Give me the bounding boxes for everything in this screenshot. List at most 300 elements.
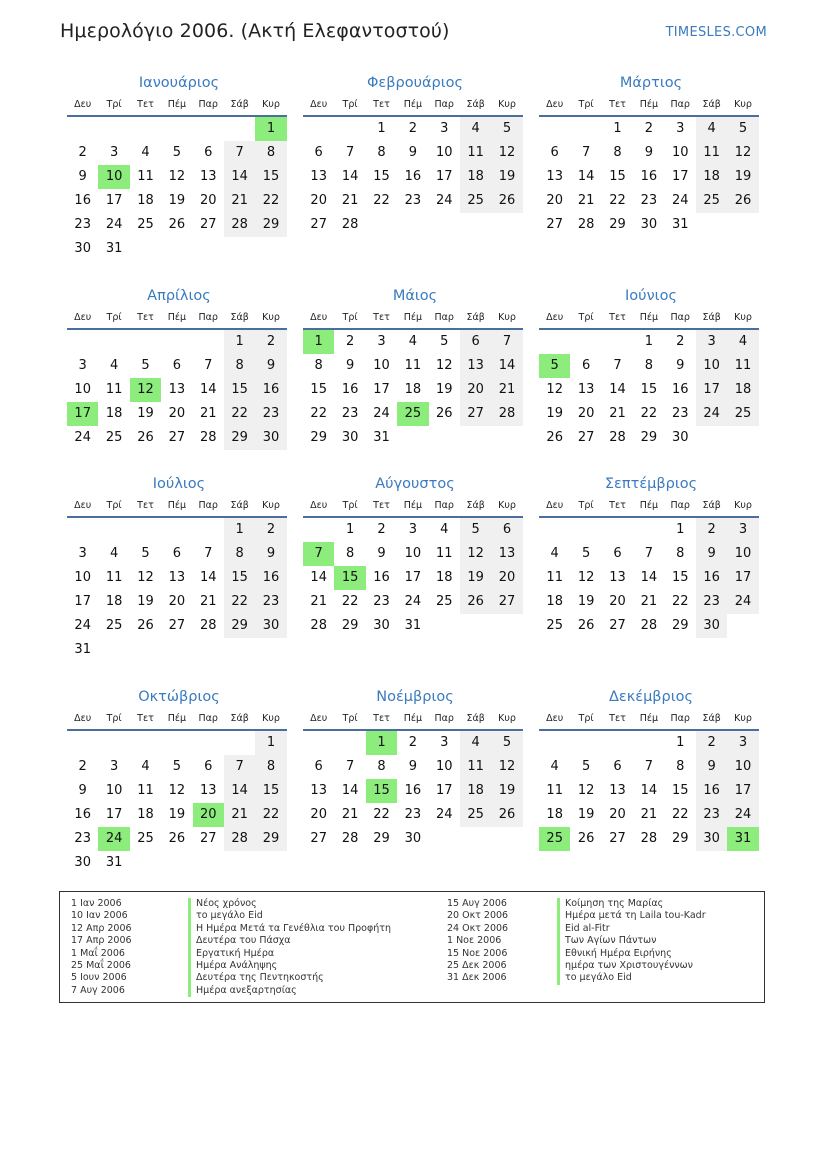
weekend-day-cell: 23 xyxy=(255,590,286,614)
weekend-day-cell: 22 xyxy=(255,803,286,827)
week-row xyxy=(67,165,287,189)
empty-day-cell xyxy=(161,117,192,141)
empty-day-cell xyxy=(67,731,98,755)
day-cell: 27 xyxy=(546,217,563,232)
holiday-day-cell: 25 xyxy=(397,402,428,426)
day-cell: 2 xyxy=(676,334,685,349)
day-cell: 19 xyxy=(577,807,595,822)
legend-dates-left xyxy=(71,898,132,997)
weekend-day-cell: 11 xyxy=(460,755,491,779)
weekday-label: Κυρ xyxy=(498,713,516,724)
weekday-label: Παρ xyxy=(670,312,690,323)
month-block xyxy=(303,472,523,638)
weekday-label: Τρί xyxy=(106,713,122,724)
month-block xyxy=(67,71,287,261)
week-row xyxy=(539,213,759,237)
week-row xyxy=(303,354,523,378)
day-cell: 2 xyxy=(345,334,355,349)
empty-day-cell xyxy=(130,851,161,875)
weekday-header xyxy=(539,496,759,518)
legend-date: 12 Απρ 2006 xyxy=(71,922,132,934)
day-cell: 31 xyxy=(105,855,123,870)
day-cell: 8 xyxy=(314,358,323,373)
empty-day-cell xyxy=(727,213,758,237)
day-cell: 3 xyxy=(440,735,449,750)
week-row xyxy=(539,755,759,779)
day-cell: 28 xyxy=(310,618,327,633)
day-cell: 7 xyxy=(345,759,355,774)
empty-day-cell xyxy=(98,731,129,755)
day-cell: 25 xyxy=(137,217,154,232)
week-row xyxy=(67,779,287,803)
legend-holiday-name: το μεγάλο Eid xyxy=(188,910,391,922)
day-cell: 19 xyxy=(168,807,186,822)
day-cell: 29 xyxy=(640,430,658,445)
weekday-header xyxy=(303,308,523,330)
day-cell: 1 xyxy=(345,522,355,537)
weekday-label: Παρ xyxy=(198,99,218,110)
day-cell: 17 xyxy=(105,193,123,208)
day-cell: 5 xyxy=(581,546,591,561)
day-cell: 12 xyxy=(168,783,186,798)
week-row xyxy=(67,827,287,851)
day-cell: 3 xyxy=(676,121,685,136)
day-cell: 15 xyxy=(609,169,626,184)
day-cell: 14 xyxy=(640,783,658,798)
weekend-day-cell: 30 xyxy=(696,827,727,851)
weekend-day-cell: 9 xyxy=(696,755,727,779)
empty-day-cell xyxy=(633,518,664,542)
day-cell: 10 xyxy=(74,570,91,585)
legend-date: 1 Νοε 2006 xyxy=(447,935,502,947)
empty-day-cell xyxy=(570,117,601,141)
week-row xyxy=(67,378,287,402)
week-row xyxy=(539,117,759,141)
weekend-day-cell: 25 xyxy=(460,803,491,827)
weekend-day-cell: 29 xyxy=(224,426,255,450)
weekday-label: Παρ xyxy=(670,713,690,724)
day-cell: 18 xyxy=(105,594,123,609)
day-cell: 5 xyxy=(581,759,591,774)
week-row xyxy=(303,378,523,402)
day-cell: 23 xyxy=(404,807,422,822)
weekend-day-cell: 29 xyxy=(224,614,255,638)
day-cell: 10 xyxy=(74,382,91,397)
legend-date: 15 Νοε 2006 xyxy=(447,947,508,959)
day-cell: 28 xyxy=(640,618,658,633)
day-cell: 20 xyxy=(310,807,327,822)
weekend-day-cell: 2 xyxy=(255,518,286,542)
day-cell: 18 xyxy=(546,594,563,609)
weekday-header xyxy=(67,496,287,518)
weekend-day-cell: 22 xyxy=(255,189,286,213)
weekend-day-cell: 1 xyxy=(255,731,286,755)
empty-day-cell xyxy=(224,638,255,662)
day-cell: 21 xyxy=(577,193,595,208)
day-cell: 27 xyxy=(168,430,186,445)
day-cell: 6 xyxy=(204,145,213,160)
weekend-day-cell: 15 xyxy=(224,378,255,402)
day-cell: 19 xyxy=(168,193,186,208)
week-row xyxy=(67,803,287,827)
day-cell: 7 xyxy=(581,145,591,160)
weekday-label: Κυρ xyxy=(498,99,516,110)
day-cell: 20 xyxy=(168,406,186,421)
week-row xyxy=(67,518,287,542)
day-cell: 3 xyxy=(109,759,119,774)
day-cell: 4 xyxy=(141,145,150,160)
week-row xyxy=(303,165,523,189)
weekday-label: Τρί xyxy=(342,713,358,724)
day-cell: 26 xyxy=(168,217,186,232)
weekday-label: Δευ xyxy=(74,312,92,323)
day-cell: 3 xyxy=(377,334,386,349)
week-row xyxy=(539,402,759,426)
day-cell: 13 xyxy=(577,382,595,397)
day-cell: 6 xyxy=(172,358,181,373)
day-cell: 2 xyxy=(377,522,386,537)
weekend-day-cell: 7 xyxy=(224,755,255,779)
weekend-day-cell: 9 xyxy=(255,542,286,566)
day-cell: 23 xyxy=(640,193,658,208)
legend-holiday-name: το μεγάλο Eid xyxy=(557,972,706,984)
weekend-day-cell: 24 xyxy=(727,803,758,827)
weekend-day-cell: 8 xyxy=(255,755,286,779)
day-cell: 22 xyxy=(310,406,327,421)
week-row xyxy=(303,803,523,827)
day-cell: 21 xyxy=(609,406,626,421)
week-row xyxy=(67,354,287,378)
weekend-day-cell: 8 xyxy=(255,141,286,165)
weekend-day-cell: 1 xyxy=(224,518,255,542)
day-cell: 9 xyxy=(676,358,685,373)
weekday-label: Δευ xyxy=(310,99,328,110)
day-cell: 23 xyxy=(74,831,91,846)
weekend-day-cell: 10 xyxy=(727,755,758,779)
empty-day-cell xyxy=(255,851,286,875)
legend-date: 24 Οκτ 2006 xyxy=(447,922,509,934)
day-cell: 5 xyxy=(440,334,449,349)
week-row xyxy=(67,213,287,237)
weekday-label: Σάβ xyxy=(230,500,249,511)
day-cell: 24 xyxy=(74,430,91,445)
day-cell: 4 xyxy=(141,759,150,774)
day-cell: 7 xyxy=(204,546,213,561)
weekday-header xyxy=(67,709,287,731)
weekday-label: Πέμ xyxy=(403,99,423,110)
empty-day-cell xyxy=(130,638,161,662)
legend-date: 1 Ιαν 2006 xyxy=(71,898,122,909)
day-cell: 20 xyxy=(199,193,217,208)
weekday-label: Τετ xyxy=(137,713,154,724)
day-cell: 4 xyxy=(408,334,417,349)
weekday-label: Σάβ xyxy=(702,99,721,110)
day-cell: 1 xyxy=(676,735,685,750)
weekend-day-cell: 19 xyxy=(491,165,522,189)
day-cell: 5 xyxy=(172,759,181,774)
month-name: Απρίλιος xyxy=(147,288,211,304)
weekday-label: Παρ xyxy=(434,99,454,110)
empty-day-cell xyxy=(130,330,161,354)
legend-dates-right xyxy=(447,898,508,985)
day-cell: 13 xyxy=(199,783,217,798)
day-cell: 12 xyxy=(137,570,154,585)
day-cell: 8 xyxy=(613,145,622,160)
weekday-label: Σάβ xyxy=(466,99,485,110)
weekday-label: Τετ xyxy=(609,713,626,724)
month-name: Ιούνιος xyxy=(625,288,677,304)
empty-day-cell xyxy=(491,827,522,851)
holiday-day-cell: 25 xyxy=(539,827,570,851)
week-row xyxy=(303,779,523,803)
day-cell: 18 xyxy=(137,807,154,822)
weekend-day-cell: 2 xyxy=(696,731,727,755)
week-row xyxy=(67,402,287,426)
weekend-day-cell: 4 xyxy=(696,117,727,141)
weekend-day-cell: 26 xyxy=(491,803,522,827)
weekend-day-cell: 5 xyxy=(491,117,522,141)
day-cell: 2 xyxy=(644,121,653,136)
weekend-day-cell: 25 xyxy=(460,189,491,213)
empty-day-cell xyxy=(130,237,161,261)
day-cell: 27 xyxy=(609,831,626,846)
weekend-day-cell: 3 xyxy=(696,330,727,354)
day-cell: 6 xyxy=(613,759,622,774)
day-cell: 26 xyxy=(435,406,453,421)
day-cell: 4 xyxy=(550,759,559,774)
empty-day-cell xyxy=(491,426,522,450)
empty-day-cell xyxy=(98,518,129,542)
day-cell: 15 xyxy=(310,382,327,397)
empty-day-cell xyxy=(224,237,255,261)
day-cell: 23 xyxy=(341,406,359,421)
day-cell: 19 xyxy=(577,594,595,609)
empty-day-cell xyxy=(193,237,224,261)
holiday-day-cell: 15 xyxy=(366,779,397,803)
empty-day-cell xyxy=(727,426,758,450)
weekend-day-cell: 16 xyxy=(255,378,286,402)
day-cell: 17 xyxy=(435,169,453,184)
week-row xyxy=(539,803,759,827)
day-cell: 13 xyxy=(199,169,217,184)
day-cell: 9 xyxy=(78,783,87,798)
day-cell: 22 xyxy=(341,594,359,609)
weekend-day-cell: 28 xyxy=(491,402,522,426)
month-block xyxy=(67,472,287,662)
day-cell: 18 xyxy=(404,382,422,397)
empty-day-cell xyxy=(602,731,633,755)
weekend-day-cell: 6 xyxy=(491,518,522,542)
weekend-day-cell: 16 xyxy=(255,566,286,590)
day-cell: 2 xyxy=(78,759,87,774)
weekday-label: Τετ xyxy=(373,312,390,323)
weekday-label: Παρ xyxy=(434,312,454,323)
day-cell: 23 xyxy=(74,217,91,232)
weekend-day-cell: 5 xyxy=(460,518,491,542)
day-cell: 19 xyxy=(137,406,154,421)
day-cell: 25 xyxy=(435,594,453,609)
day-cell: 20 xyxy=(310,193,327,208)
weekday-label: Παρ xyxy=(670,500,690,511)
weekday-label: Σάβ xyxy=(466,713,485,724)
month-name: Ιούλιος xyxy=(152,476,206,492)
weekend-day-cell: 7 xyxy=(224,141,255,165)
month-name: Νοέμβριος xyxy=(376,689,454,705)
weekday-label: Πέμ xyxy=(639,500,659,511)
weekend-day-cell: 27 xyxy=(460,402,491,426)
empty-day-cell xyxy=(539,330,570,354)
legend-names-right xyxy=(557,898,706,985)
day-cell: 22 xyxy=(640,406,658,421)
day-cell: 15 xyxy=(671,783,689,798)
weekend-day-cell: 14 xyxy=(491,354,522,378)
weekday-label: Σάβ xyxy=(230,99,249,110)
weekday-label: Δευ xyxy=(74,500,92,511)
month-block xyxy=(539,71,759,237)
weekday-label: Δευ xyxy=(546,99,564,110)
empty-day-cell xyxy=(460,426,491,450)
day-cell: 17 xyxy=(373,382,390,397)
weekday-label: Κυρ xyxy=(498,500,516,511)
empty-day-cell xyxy=(98,117,129,141)
weekday-label: Δευ xyxy=(546,713,564,724)
weekday-label: Σάβ xyxy=(466,312,485,323)
weekend-day-cell: 17 xyxy=(727,566,758,590)
week-row xyxy=(539,542,759,566)
weekend-day-cell: 10 xyxy=(727,542,758,566)
week-row xyxy=(303,330,523,354)
day-cell: 16 xyxy=(404,169,422,184)
day-cell: 13 xyxy=(609,570,626,585)
weekday-label: Πέμ xyxy=(639,713,659,724)
weekend-day-cell: 24 xyxy=(727,590,758,614)
empty-day-cell xyxy=(98,330,129,354)
day-cell: 20 xyxy=(609,594,626,609)
day-cell: 28 xyxy=(609,430,626,445)
month-block xyxy=(303,685,523,851)
empty-day-cell xyxy=(303,518,334,542)
week-row xyxy=(67,141,287,165)
brand-link[interactable]: TIMESLES.COM xyxy=(665,25,767,40)
day-cell: 11 xyxy=(546,570,563,585)
holiday-legend xyxy=(59,891,765,1003)
day-cell: 10 xyxy=(671,145,689,160)
weekend-day-cell: 26 xyxy=(460,590,491,614)
week-row xyxy=(539,426,759,450)
week-row xyxy=(539,566,759,590)
weekend-day-cell: 18 xyxy=(696,165,727,189)
day-cell: 31 xyxy=(373,430,390,445)
week-row xyxy=(539,378,759,402)
week-row xyxy=(303,614,523,638)
weekend-day-cell: 18 xyxy=(460,165,491,189)
day-cell: 23 xyxy=(373,594,390,609)
day-cell: 6 xyxy=(314,759,323,774)
weekend-day-cell: 2 xyxy=(696,518,727,542)
empty-day-cell xyxy=(130,731,161,755)
weekend-day-cell: 11 xyxy=(696,141,727,165)
day-cell: 29 xyxy=(373,831,390,846)
week-row xyxy=(303,827,523,851)
legend-holiday-name: Ημέρα Ανάληψης xyxy=(188,960,391,972)
weekday-label: Τρί xyxy=(578,500,594,511)
weekday-label: Σάβ xyxy=(702,713,721,724)
day-cell: 7 xyxy=(644,759,653,774)
day-cell: 11 xyxy=(435,546,453,561)
empty-day-cell xyxy=(460,614,491,638)
day-cell: 8 xyxy=(676,759,685,774)
day-cell: 8 xyxy=(377,145,386,160)
day-cell: 2 xyxy=(408,735,417,750)
empty-day-cell xyxy=(539,117,570,141)
empty-day-cell xyxy=(130,518,161,542)
weekend-day-cell: 14 xyxy=(224,165,255,189)
month-name: Αύγουστος xyxy=(375,476,455,492)
empty-day-cell xyxy=(255,237,286,261)
day-cell: 24 xyxy=(373,406,390,421)
day-cell: 9 xyxy=(345,358,355,373)
empty-day-cell xyxy=(602,518,633,542)
day-cell: 21 xyxy=(640,594,658,609)
weekday-label: Τρί xyxy=(342,99,358,110)
week-row xyxy=(67,566,287,590)
empty-day-cell xyxy=(429,426,460,450)
weekend-day-cell: 21 xyxy=(491,378,522,402)
week-row xyxy=(539,354,759,378)
weekend-day-cell: 8 xyxy=(224,542,255,566)
empty-day-cell xyxy=(193,330,224,354)
weekend-day-cell: 21 xyxy=(224,803,255,827)
week-row xyxy=(67,117,287,141)
empty-day-cell xyxy=(429,827,460,851)
day-cell: 23 xyxy=(404,193,422,208)
day-cell: 1 xyxy=(613,121,622,136)
day-cell: 16 xyxy=(373,570,390,585)
empty-day-cell xyxy=(98,638,129,662)
weekend-day-cell: 9 xyxy=(696,542,727,566)
day-cell: 18 xyxy=(137,193,154,208)
day-cell: 12 xyxy=(577,570,595,585)
day-cell: 7 xyxy=(345,145,355,160)
day-cell: 7 xyxy=(613,358,622,373)
empty-day-cell xyxy=(161,518,192,542)
month-name: Δεκέμβριος xyxy=(608,689,694,705)
day-cell: 21 xyxy=(341,807,359,822)
weekday-label: Δευ xyxy=(74,713,92,724)
day-cell: 26 xyxy=(546,430,563,445)
empty-day-cell xyxy=(570,731,601,755)
weekday-label: Παρ xyxy=(434,500,454,511)
weekend-day-cell: 30 xyxy=(255,426,286,450)
holiday-day-cell: 1 xyxy=(366,731,397,755)
empty-day-cell xyxy=(303,117,334,141)
weekday-label: Τρί xyxy=(106,99,122,110)
day-cell: 5 xyxy=(141,358,150,373)
day-cell: 26 xyxy=(137,430,154,445)
empty-day-cell xyxy=(67,117,98,141)
day-cell: 27 xyxy=(609,618,626,633)
weekday-label: Κυρ xyxy=(734,99,752,110)
legend-date: 31 Δεκ 2006 xyxy=(447,972,507,984)
day-cell: 26 xyxy=(168,831,186,846)
day-cell: 30 xyxy=(74,241,91,256)
weekend-day-cell: 23 xyxy=(696,590,727,614)
day-cell: 2 xyxy=(78,145,87,160)
weekend-day-cell: 27 xyxy=(491,590,522,614)
empty-day-cell xyxy=(161,237,192,261)
weekday-header xyxy=(67,95,287,117)
week-row xyxy=(539,731,759,755)
